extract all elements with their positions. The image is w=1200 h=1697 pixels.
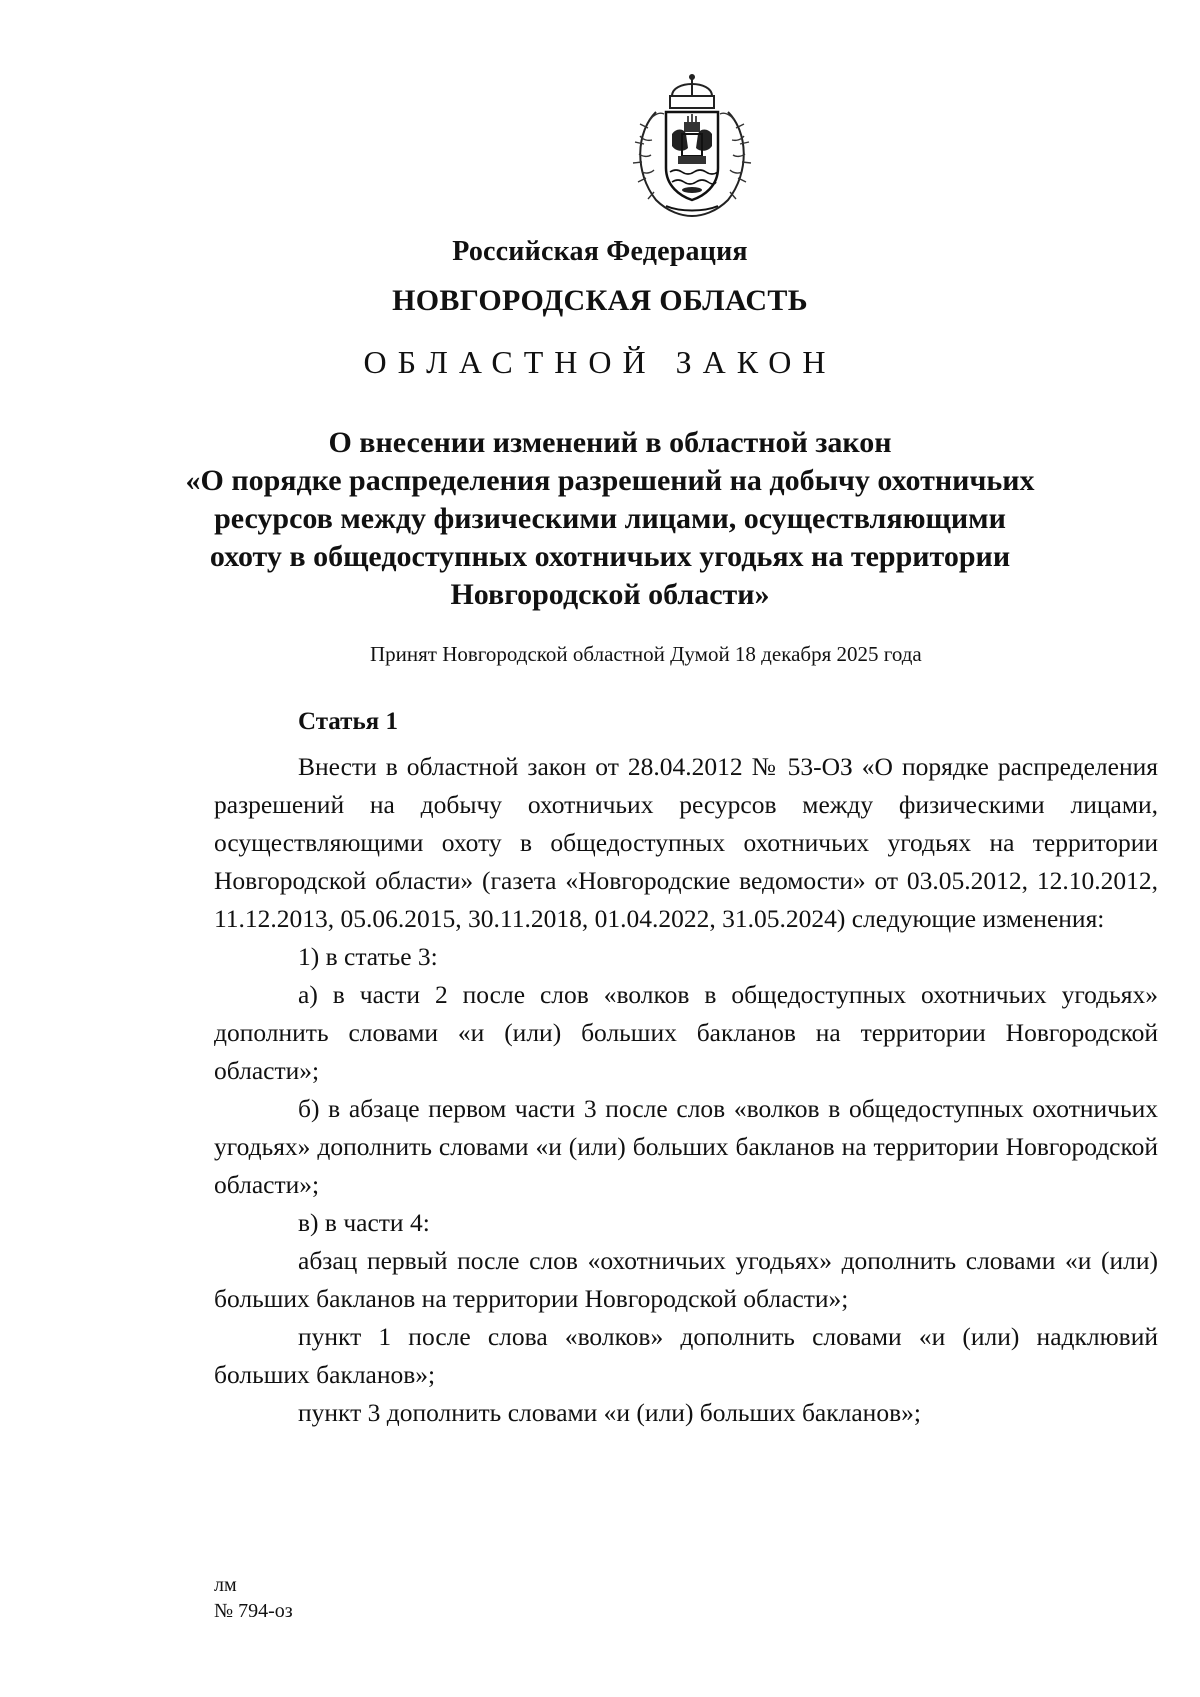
footer-number: № 794-оз xyxy=(214,1600,293,1622)
law-title xyxy=(150,424,1070,614)
law-title-line: О внесении изменений в областной закон xyxy=(328,426,892,459)
law-title-line: ресурсов между физическими лицами, осуществляющими xyxy=(214,502,1006,535)
article-paragraph: Внести в областной закон от 28.04.2012 № 53-ОЗ «О порядке распределения разрешений на добычу охотничьих ресурсов между физическими лицами, осуществляющими охоту в общедоступных охотничьих угодьях на территории Новгородской области» (газета «Новгородские ведомости» от 03.05.2012, 12.10.2012, 11.12.2013, 05.06.2015, 30.11.2018, 01.04.2022, 31.05.2024) следующие изменения: xyxy=(214,752,1158,933)
law-title-line: охоту в общедоступных охотничьих угодьях на территории xyxy=(209,540,1011,573)
adoption-note: Принят Новгородской областной Думой 18 декабря 2025 года xyxy=(370,642,922,666)
article-paragraph: пункт 3 дополнить словами «и (или) больших бакланов»; xyxy=(298,1398,921,1427)
article-paragraph: в) в части 4: xyxy=(298,1208,430,1237)
law-title-line: «О порядке распределения разрешений на добычу охотничьих xyxy=(185,464,1035,497)
article-paragraph: абзац первый после слов «охотничьих угодьях» дополнить словами «и (или) больших бакланов на территории Новгородской области»; xyxy=(214,1246,1158,1313)
document-kind: ОБЛАСТНОЙ ЗАКОН xyxy=(363,344,837,380)
article-paragraph: а) в части 2 после слов «волков в общедоступных охотничьих угодьях» дополнить словами «и (или) больших бакланов на территории Новгородской области»; xyxy=(214,980,1158,1085)
article-paragraph: б) в абзаце первом части 3 после слов «волков в общедоступных охотничьих угодьях» дополнить словами «и (или) больших бакланов на территории Новгородской области»; xyxy=(214,1094,1158,1199)
law-title-line: Новгородской области» xyxy=(450,578,770,611)
article-body xyxy=(214,748,1158,1432)
header-country: Российская Федерация xyxy=(452,236,748,267)
article-title: Статья 1 xyxy=(298,708,398,735)
header-region: НОВГОРОДСКАЯ ОБЛАСТЬ xyxy=(392,284,808,317)
article-paragraph: 1) в статье 3: xyxy=(298,942,438,971)
footer-initials: лм xyxy=(214,1574,237,1596)
article-paragraph: пункт 1 после слова «волков» дополнить словами «и (или) надклювий больших бакланов»; xyxy=(214,1322,1158,1389)
coat-of-arms-emblem xyxy=(626,72,758,218)
document-footer xyxy=(214,1572,293,1624)
